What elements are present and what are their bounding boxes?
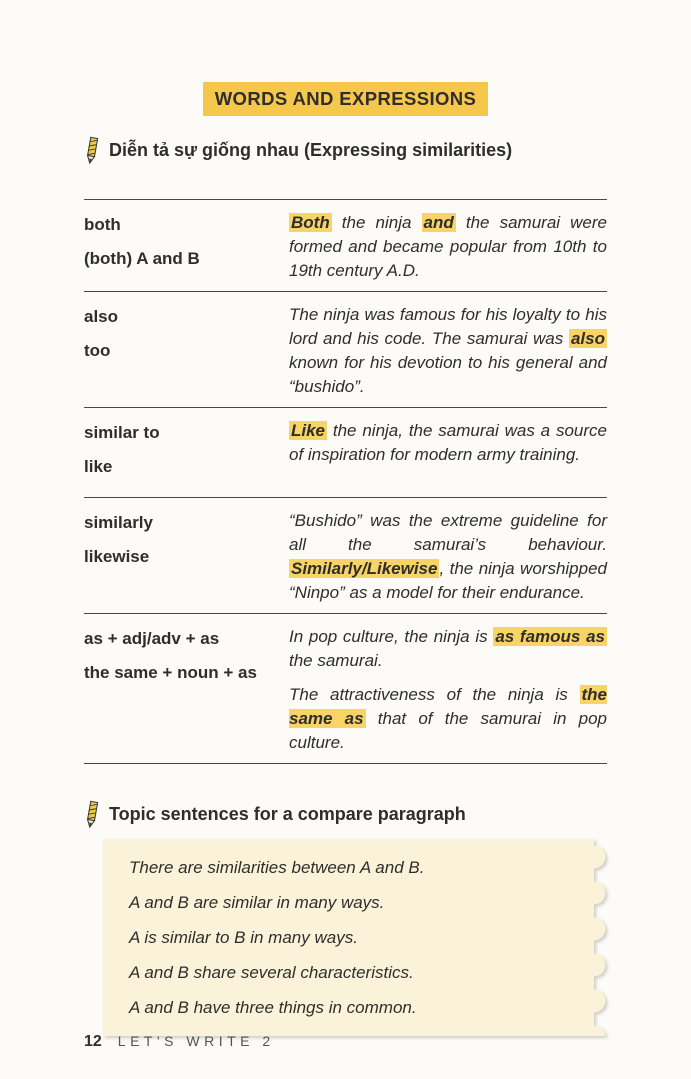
term: too: [84, 340, 111, 360]
term-cell: [84, 625, 289, 755]
expressions-row: [84, 407, 607, 497]
example-text: , the ninja worshipped “Ninpo” as a model for their endurance.: [289, 558, 607, 602]
example-paragraph: [289, 509, 607, 605]
highlighted-expression: the same as: [289, 684, 607, 728]
term: also: [84, 306, 119, 326]
section-title: WORDS AND EXPRESSIONS: [203, 82, 489, 116]
topic-sentence: A and B share several characteristics.: [129, 962, 414, 982]
highlighted-expression: Both: [291, 212, 330, 232]
term-cell: [84, 303, 289, 399]
similarities-heading-row: [84, 136, 607, 165]
term: likewise: [84, 546, 150, 566]
example-text: “Bushido” was the extreme guideline for all the samurai’s behaviour.: [289, 510, 607, 554]
example-paragraph: [289, 303, 607, 399]
highlighted-expression: and: [423, 212, 454, 232]
example-paragraph: [289, 625, 607, 673]
term-cell: [84, 419, 289, 489]
highlighted-expression: Similarly/Likewise: [291, 558, 438, 578]
pencil-icon: [82, 134, 103, 165]
page-number: 12: [84, 1033, 102, 1050]
example-cell: [289, 303, 607, 399]
topic-sentences-box: [103, 839, 594, 1036]
topic-sentence: A is similar to B in many ways.: [129, 927, 358, 947]
topic-heading: Topic sentences for a compare paragraph: [109, 803, 466, 824]
topic-sentence: A and B have three things in common.: [129, 997, 417, 1017]
book-title: LET'S WRITE 2: [117, 1033, 275, 1049]
term: both: [84, 214, 121, 234]
term: like: [84, 456, 113, 476]
highlighted-expression: as famous as: [495, 626, 605, 646]
term: similarly: [84, 512, 153, 532]
term: the same + noun + as: [84, 662, 257, 682]
topic-sentence: There are similarities between A and B.: [129, 857, 425, 877]
term: similar to: [84, 422, 160, 442]
example-text: the ninja: [331, 212, 422, 232]
example-cell: [289, 509, 607, 605]
example-text: the samurai were formed and became popular from 10th to 19th century A.D.: [289, 212, 607, 280]
example-cell: [289, 211, 607, 283]
example-text: the samurai.: [289, 650, 383, 670]
page-footer: [84, 1033, 275, 1051]
example-cell: [289, 419, 607, 489]
pencil-icon: [82, 798, 103, 829]
similarities-heading: Diễn tả sự giống nhau (Expressing similarities): [109, 139, 513, 160]
highlighted-expression: Like: [291, 420, 326, 440]
topic-heading-row: [84, 800, 607, 829]
example-text: The attractiveness of the ninja is: [289, 684, 580, 704]
expressions-row: [84, 291, 607, 407]
expressions-row: [84, 497, 607, 613]
term: (both) A and B: [84, 248, 200, 268]
example-text: the ninja, the samurai was a source of inspiration for modern army training.: [289, 420, 607, 464]
topic-sentences-list: [103, 839, 594, 1036]
example-text: The ninja was famous for his loyalty to his lord and his code. The samurai was: [289, 304, 607, 348]
example-text: that of the samurai in pop culture.: [289, 708, 607, 752]
example-text: In pop culture, the ninja is: [289, 626, 494, 646]
term-cell: [84, 509, 289, 605]
term-cell: [84, 211, 289, 283]
expressions-table: [84, 199, 607, 764]
expressions-row: [84, 613, 607, 763]
example-paragraph: [289, 683, 607, 755]
highlighted-expression: also: [570, 328, 605, 348]
example-paragraph: [289, 211, 607, 283]
section-title-row: [84, 0, 607, 116]
example-cell: [289, 625, 607, 755]
topic-sentence: A and B are similar in many ways.: [129, 892, 385, 912]
example-paragraph: [289, 419, 607, 467]
expressions-row: [84, 199, 607, 291]
example-text: known for his devotion to his general and “bushido”.: [289, 352, 607, 396]
term: as + adj/adv + as: [84, 628, 220, 648]
